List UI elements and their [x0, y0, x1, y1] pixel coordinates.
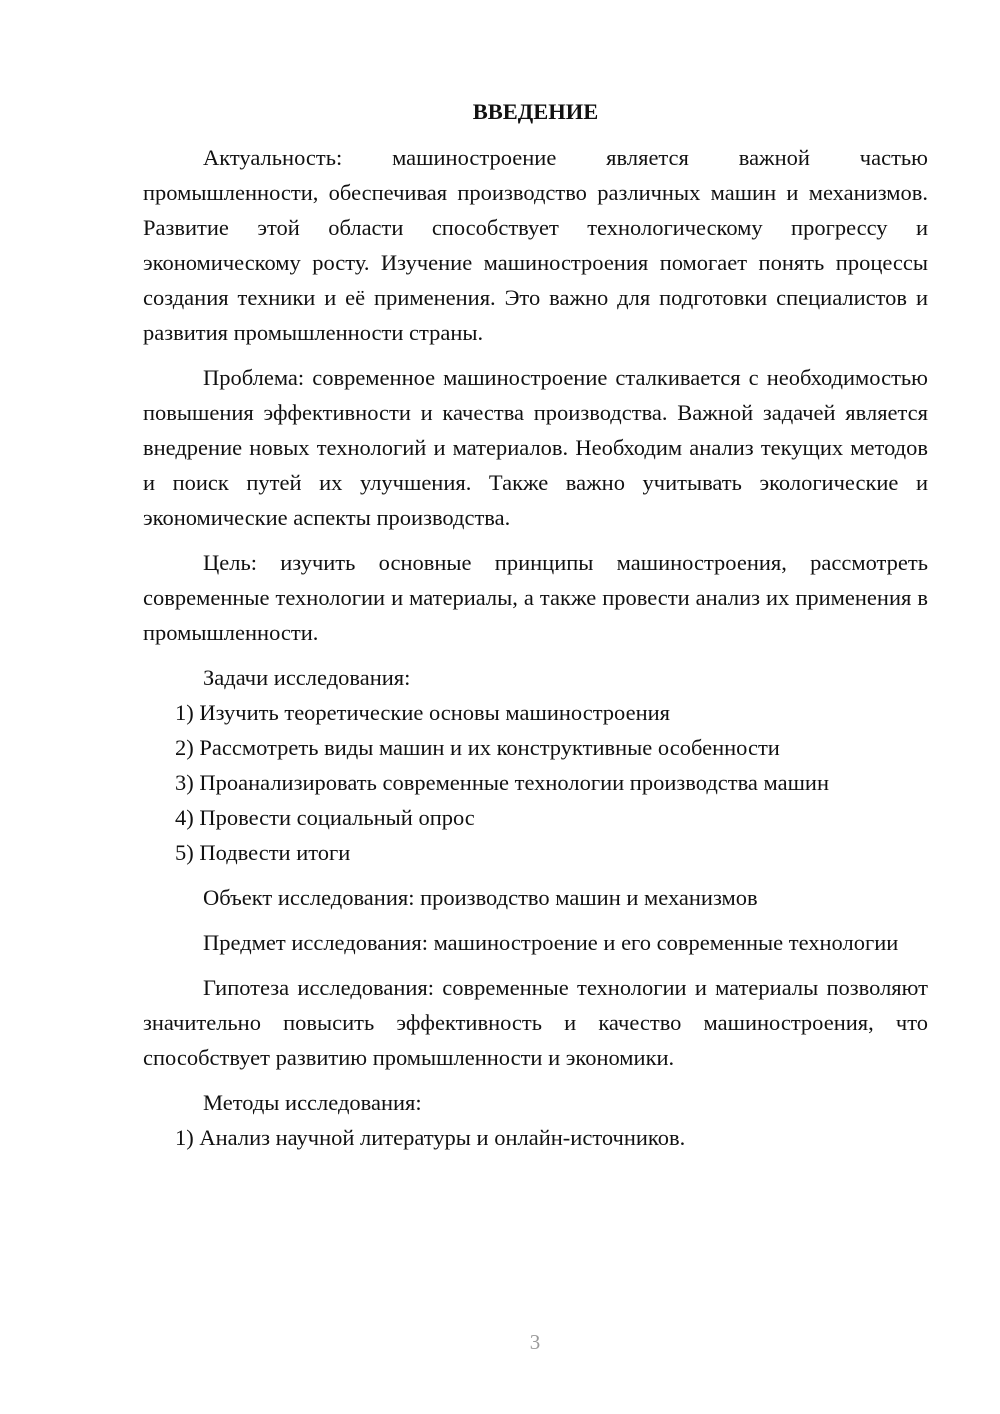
page-title: ВВЕДЕНИЕ — [472, 99, 599, 124]
paragraph-problem: Проблема: современное машиностроение сталкивается с необходимостью повышения эффективности и качества производства. Важной задачей является внедрение новых технологий и материалов. Необходим анализ текущих методов и поиск путей их улучшения. Также важно учитывать экологические и экономические аспекты производства. — [143, 365, 928, 530]
task-item-2: 2) Рассмотреть виды машин и их конструктивные особенности — [175, 735, 780, 760]
page-number: 3 — [529, 1330, 541, 1354]
task-item-5: 5) Подвести итоги — [175, 840, 351, 865]
task-item-4: 4) Провести социальный опрос — [175, 805, 475, 830]
tasks-heading: Задачи исследования: — [203, 665, 411, 690]
paragraph-relevance: Актуальность: машиностроение является важной частью промышленности, обеспечивая производство различных машин и механизмов. Развитие этой области способствует технологическому прогрессу и экономическому росту. Изучение машиностроения помогает понять процессы создания техники и её применения. Это важно для подготовки специалистов и развития промышленности страны. — [143, 145, 928, 345]
task-item-1: 1) Изучить теоретические основы машиностроения — [175, 700, 670, 725]
paragraph-goal: Цель: изучить основные принципы машиностроения, рассмотреть современные технологии и материалы, а также провести анализ их применения в промышленности. — [143, 550, 928, 645]
methods-heading: Методы исследования: — [203, 1090, 422, 1115]
method-item-1: 1) Анализ научной литературы и онлайн-источников. — [175, 1125, 686, 1150]
paragraph-hypothesis: Гипотеза исследования: современные технологии и материалы позволяют значительно повысить эффективность и качество машиностроения, что способствует развитию промышленности и экономики. — [143, 975, 928, 1070]
document-page — [143, 94, 928, 1155]
paragraph-object: Объект исследования: производство машин и механизмов — [203, 885, 758, 910]
paragraph-subject: Предмет исследования: машиностроение и его современные технологии — [203, 930, 899, 955]
task-item-3: 3) Проанализировать современные технологии производства машин — [175, 770, 830, 795]
